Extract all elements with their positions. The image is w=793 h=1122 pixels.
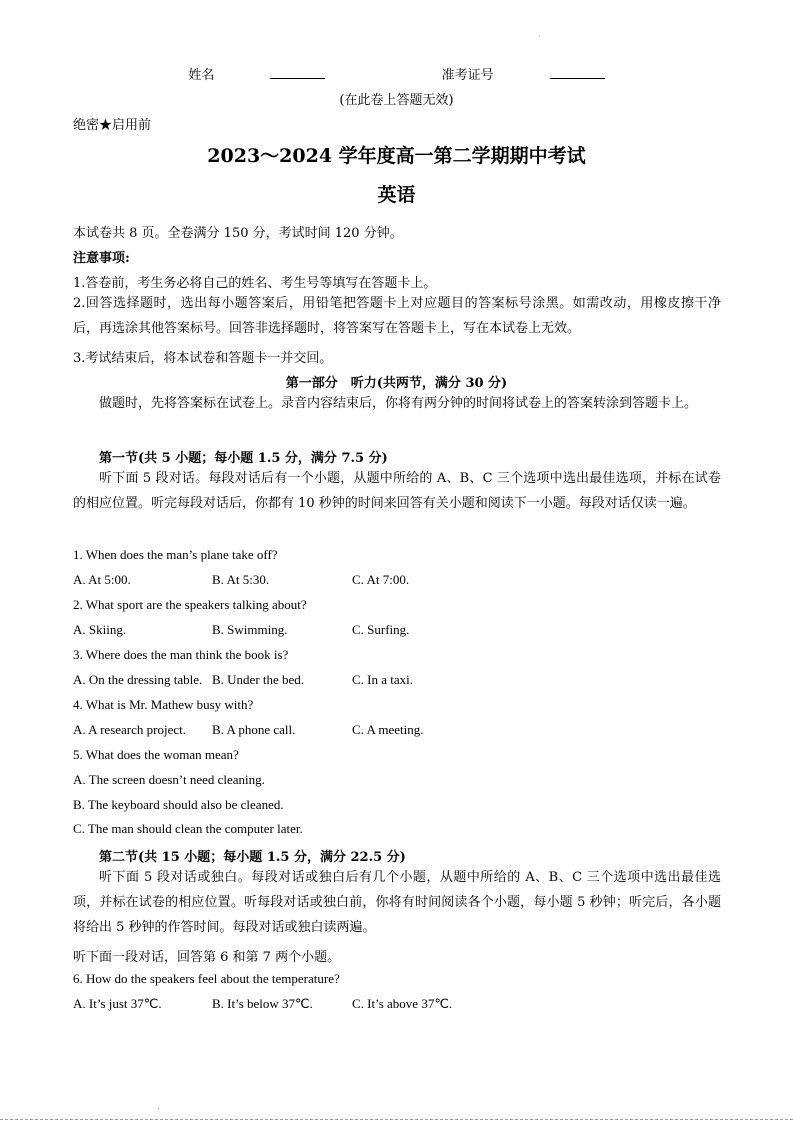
question-3-option-b: B. Under the bed.: [212, 672, 305, 687]
question-4-option-c: C. A meeting.: [352, 722, 424, 737]
section1-title: 第一节(共 5 小题；每小题 1.5 分，满分 7.5 分): [99, 451, 388, 466]
question-1-option-a: A. At 5:00.: [73, 572, 131, 587]
question-2-option-b: B. Swimming.: [212, 622, 288, 637]
question-3-option-c: C. In a taxi.: [352, 672, 414, 687]
question-5-option-b: B. The keyboard should also be cleaned.: [73, 797, 284, 812]
id-blank: [550, 66, 605, 79]
question-5-option-a: A. The screen doesn’t need cleaning.: [73, 772, 265, 787]
question-4-stem: 4. What is Mr. Mathew busy with?: [73, 697, 254, 712]
page-bottom-rule: [0, 1119, 793, 1120]
question-6-stem: 6. How do the speakers feel about the temperature?: [73, 971, 340, 986]
question-5-option-c: C. The man should clean the computer later.: [73, 821, 303, 836]
section2-instruction: 听下面 5 段对话或独白。每段对话或独白后有几个小题，从题中所给的 A、B、C 三个选项中选出最佳选项，并标在试卷的相应位置。听每段对话或独白前，你将有时间阅读各个小题，每小题 5 秒钟；听完后，各小题将给出 5 秒钟的作答时间。每段对话或独白读两遍。: [73, 870, 721, 935]
notes-title: 注意事项:: [73, 251, 130, 266]
question-6-option-b: B. It’s below 37℃.: [212, 996, 313, 1011]
question-6-option-c: C. It’s above 37℃.: [352, 996, 453, 1011]
exam-info: 本试卷共 8 页。全卷满分 150 分，考试时间 120 分钟。: [73, 226, 403, 241]
question-2-option-c: C. Surfing.: [352, 622, 410, 637]
scan-dot: ·: [538, 32, 541, 41]
question-4-option-a: A. A research project.: [73, 722, 186, 737]
candidate-info: [0, 64, 793, 83]
id-label: 准考证号: [441, 68, 494, 83]
part1-instruction: 做题时，先将答案标在试卷上。录音内容结束后，你将有两分钟的时间将试卷上的答案转涂到答题卡上。: [99, 396, 698, 411]
question-2-stem: 2. What sport are the speakers talking about?: [73, 597, 307, 612]
section2-title: 第二节(共 15 小题；每小题 1.5 分，满分 22.5 分): [99, 850, 406, 865]
invalid-note: (在此卷上答题无效): [339, 93, 454, 108]
question-1-option-b: B. At 5:30.: [212, 572, 270, 587]
part1-title: 第一部分 听力(共两节，满分 30 分): [285, 376, 508, 391]
question-2-option-a: A. Skiing.: [73, 622, 127, 637]
question-4-option-b: B. A phone call.: [212, 722, 296, 737]
note-1: 1.答卷前，考生务必将自己的姓名、考生号等填写在答题卡上。: [73, 276, 437, 291]
question-1-stem: 1. When does the man’s plane take off?: [73, 547, 278, 562]
footer-dot: ·: [157, 1105, 160, 1114]
secret-mark: 绝密★启用前: [73, 118, 152, 133]
section1-instruction: 听下面 5 段对话。每段对话后有一个小题，从题中所给的 A、B、C 三个选项中选出最佳选项，并标在试卷的相应位置。听完每段对话后，你都有 10 秒钟的时间来回答有关小题和阅读下一小题。每段对话仅读一遍。: [73, 471, 721, 511]
question-5-stem: 5. What does the woman mean?: [73, 747, 239, 762]
question-1-option-c: C. At 7:00.: [352, 572, 410, 587]
name-label: 姓名: [188, 68, 215, 83]
dialog-intro: 听下面一段对话，回答第 6 和第 7 两个小题。: [73, 950, 341, 965]
question-6-option-a: A. It’s just 37℃.: [73, 996, 162, 1011]
note-3: 3.考试结束后，将本试卷和答题卡一并交回。: [73, 351, 333, 366]
note-2: 2.回答选择题时，选出每小题答案后，用铅笔把答题卡上对应题目的答案标号涂黑。如需改动，用橡皮擦干净后，再选涂其他答案标号。回答非选择题时，将答案写在答题卡上，写在本试卷上无效。: [73, 296, 721, 336]
question-3-stem: 3. Where does the man think the book is?: [73, 647, 289, 662]
subject-title: 英语: [377, 184, 416, 206]
name-blank: [270, 66, 325, 79]
exam-title: 2023～2024 学年度高一第二学期期中考试: [207, 145, 586, 167]
question-3-option-a: A. On the dressing table.: [73, 672, 203, 687]
